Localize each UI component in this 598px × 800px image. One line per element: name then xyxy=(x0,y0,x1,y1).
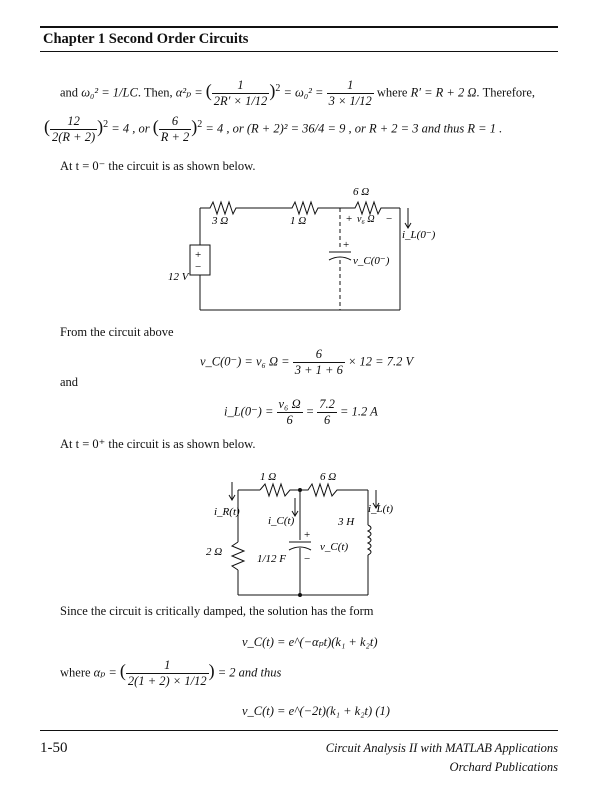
vc-rhs: × 12 = 7.2 V xyxy=(348,354,414,369)
il-fraction-1-den: 6 xyxy=(286,413,293,427)
fraction-4 xyxy=(159,114,192,145)
where-text: where xyxy=(376,85,408,100)
label-3ohm: 3 Ω xyxy=(212,215,229,227)
resistor-1ohm xyxy=(260,484,300,496)
label-il-0minus: i_L(0⁻) xyxy=(402,229,436,241)
solution-equation-1: v_C(t) = e^(−2t)(k₁ + k₂t) (1) xyxy=(242,704,390,718)
il-eq-sign: = xyxy=(305,404,315,419)
then-text: . Then, xyxy=(137,85,173,100)
resistor-2ohm xyxy=(232,542,244,570)
label-12v: 12 V xyxy=(168,271,189,283)
label2-1ohm: 1 Ω xyxy=(260,471,277,483)
label-cap-plus: + xyxy=(343,239,350,251)
il-fraction-2 xyxy=(317,397,337,428)
il-fraction-2-den: 6 xyxy=(323,413,331,427)
label2-cap-value: 1/12 F xyxy=(257,553,287,565)
header-top-rule xyxy=(40,26,558,28)
il-equation xyxy=(224,397,378,428)
text-and: and xyxy=(60,85,79,100)
alpha-fraction-num: 1 xyxy=(126,658,209,674)
label-6ohm: 6 Ω xyxy=(353,186,370,198)
vc-fraction xyxy=(293,347,345,378)
capacitor-plate-bottom xyxy=(329,257,351,260)
fraction-1-exp: 2 xyxy=(275,83,281,95)
label2-cap-plus: + xyxy=(304,529,311,541)
fraction-4-den: R + 2 xyxy=(160,130,190,144)
critically-damped-text: Since the circuit is critically damped, the solution has the form xyxy=(60,604,374,618)
omega-eq: ω₀² = 1/LC xyxy=(81,85,138,100)
fraction-2 xyxy=(327,78,374,109)
eq-part-b: = 4 , or (R + 2)² = 36/4 = 9 , or R + 2 = 3 and thus R = 1 . xyxy=(205,121,503,136)
label2-ic: i_C(t) xyxy=(268,515,295,527)
alpha-fraction xyxy=(126,658,209,689)
inductor-3h xyxy=(368,525,371,555)
label2-2ohm: 2 Ω xyxy=(206,546,223,558)
at-zero-minus-text: At t = 0⁻ the circuit is as shown below. xyxy=(60,159,256,173)
alpha-p-squared: α²ₚ = xyxy=(175,85,203,100)
fraction-1 xyxy=(212,78,270,109)
and-text: and xyxy=(60,375,79,389)
page-number: 1-50 xyxy=(40,740,68,756)
label-vc-0minus: v_C(0⁻) xyxy=(353,255,390,267)
chapter-title: Chapter 1 Second Order Circuits xyxy=(43,31,249,47)
label-1ohm: 1 Ω xyxy=(290,215,307,227)
fraction-3-num: 12 xyxy=(50,114,97,130)
fraction-2-num: 1 xyxy=(327,78,374,94)
label2-3h: 3 H xyxy=(338,516,355,528)
il-fraction-1-num: v₆ Ω xyxy=(278,397,301,411)
omega-eq-2: = ω₀² = xyxy=(283,85,324,100)
circuit1-top-wire xyxy=(200,202,340,214)
alpha-equation: where αₚ = ( $\frac{1}{2(1 + 2) \times 1/12}$ ) = 2 and thus xyxy=(60,658,282,688)
il-rhs: = 1.2 A xyxy=(340,404,378,419)
equation-line-2: ( $\frac{12}{2(R + 2)}$ )$^2$ = 4 , or ( $\frac{6}{R + 2}$ )$^2$ = 4 , or (R + 2)² = 36/4 = 9 , or R + 2 = 3 and thus R = 1 . xyxy=(44,114,503,144)
label-src-plus: + xyxy=(195,249,202,261)
label2-ir: i_R(t) xyxy=(214,506,240,518)
publisher: Orchard Publications xyxy=(449,760,558,774)
alpha-p-label: αₚ = xyxy=(93,665,117,680)
where-text-2: where xyxy=(60,665,91,680)
label2-il: i_L(t) xyxy=(368,503,394,515)
label-v6: v₆ Ω xyxy=(357,214,375,225)
fraction-3 xyxy=(50,114,97,145)
circuit-diagram-1 xyxy=(150,180,450,320)
il-fraction-2-num: 7.2 xyxy=(319,397,335,411)
label-src-minus: − xyxy=(195,261,202,273)
label-v6-plus: + xyxy=(346,213,353,225)
fraction-4-num: 6 xyxy=(159,114,192,130)
vc-fraction-num: 6 xyxy=(293,347,345,363)
footer-rule xyxy=(40,730,558,731)
vc-fraction-den: 3 + 1 + 6 xyxy=(294,363,343,377)
r-prime-eq: R′ = R + 2 Ω xyxy=(410,85,477,100)
alpha-result: = 2 and thus xyxy=(217,665,282,680)
alpha-fraction-den: 2(1 + 2) × 1/12 xyxy=(127,674,207,688)
label2-cap-minus: − xyxy=(304,553,311,565)
vc-lhs: v_C(0⁻) = v₆ Ω = xyxy=(200,354,290,369)
fraction-3-den: 2(R + 2) xyxy=(52,130,96,144)
from-circuit-text: From the circuit above xyxy=(60,325,174,339)
fraction-1-num: 1 xyxy=(212,78,270,94)
header-bottom-rule xyxy=(40,51,558,52)
circuit-diagram-2 xyxy=(200,460,410,600)
label2-vc: v_C(t) xyxy=(320,541,349,553)
solution-form: v_C(t) = e^(−αₚt)(k₁ + k₂t) xyxy=(242,635,378,649)
il-fraction-1 xyxy=(277,397,303,428)
fraction-2-den: 3 × 1/12 xyxy=(328,94,372,108)
il-lhs: i_L(0⁻) = xyxy=(224,404,274,419)
label2-6ohm: 6 Ω xyxy=(320,471,337,483)
eq-part-a: = 4 , or xyxy=(111,121,150,136)
therefore-text: . Therefore, xyxy=(476,85,536,100)
at-zero-plus-text: At t = 0⁺ the circuit is as shown below. xyxy=(60,437,256,451)
resistor-6ohm-2 xyxy=(300,484,368,496)
label-v6-minus: − xyxy=(386,213,393,225)
book-title: Circuit Analysis II with MATLAB Applications xyxy=(325,741,558,755)
fraction-1-den: 2R′ × 1/12 xyxy=(213,94,268,108)
equation-line-1: and ω₀² = 1/LC. Then, α²ₚ = ( $\frac{1}{2R' \times 1/12}$ )$^2$ = ω₀² = $\frac{1}{3 \times 1/12}$ where R′ = R + 2 Ω. Therefore, xyxy=(60,78,536,108)
vc-equation xyxy=(200,347,413,378)
